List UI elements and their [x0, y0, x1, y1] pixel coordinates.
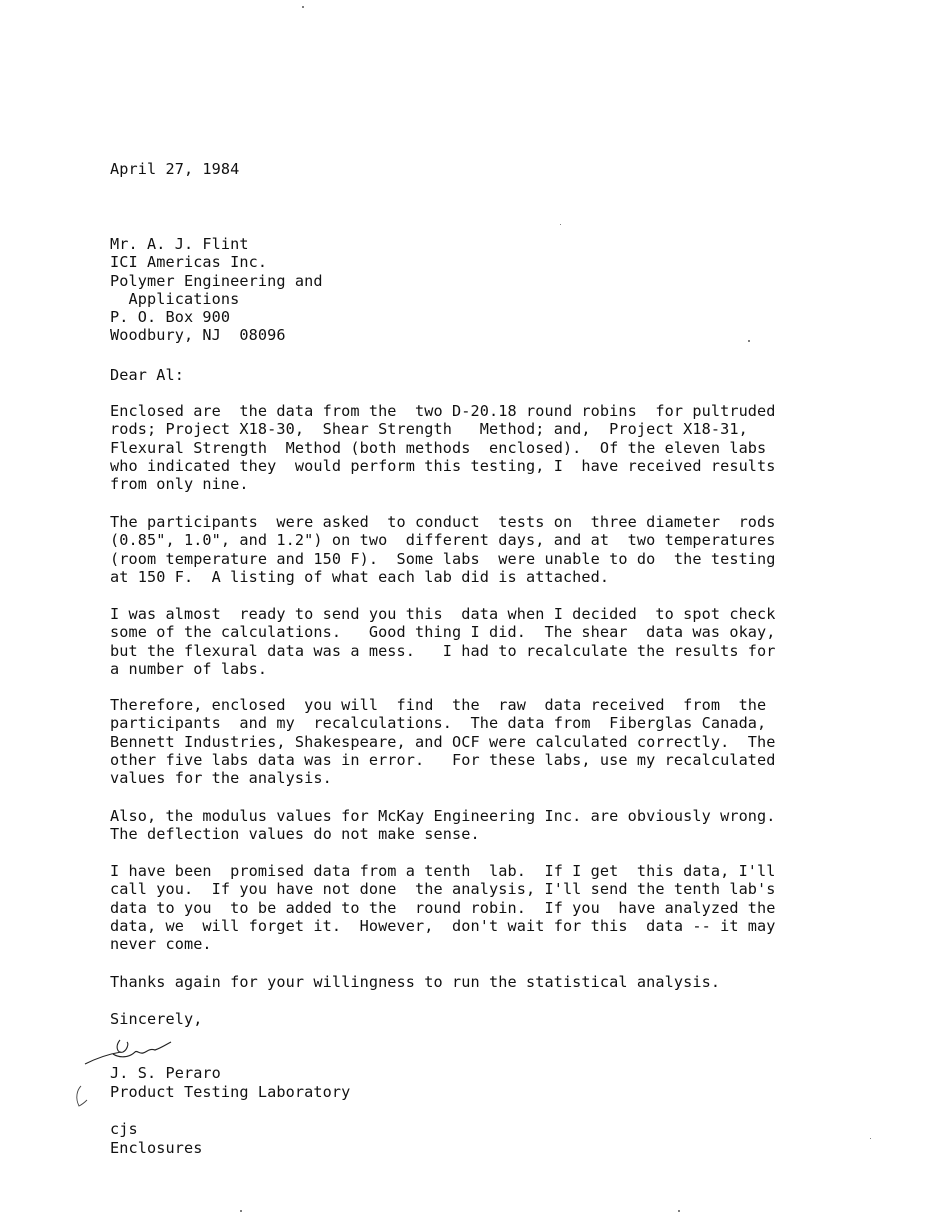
scan-speck	[870, 1138, 871, 1139]
recipient-name: Mr. A. J. Flint	[110, 235, 249, 253]
scan-speck	[678, 1210, 680, 1212]
paragraph-modulus: Also, the modulus values for McKay Engineering Inc. are obviously wrong. The deflection values do not make sense.	[110, 807, 776, 844]
scan-speck	[748, 340, 750, 342]
scan-speck	[560, 224, 561, 225]
letter-date: April 27, 1984	[110, 160, 240, 178]
scan-speck	[240, 1210, 242, 1212]
recipient-department-line2: Applications	[110, 289, 240, 308]
recipient-company: ICI Americas Inc.	[110, 253, 268, 272]
recipient-po-box: P. O. Box 900	[110, 308, 231, 327]
recipient-city: Woodbury, NJ 08096	[110, 326, 286, 345]
paragraph-raw-data: Therefore, enclosed you will find the raw data received from the participants and my recalculations. The data from Fiberglas Canada, Bennett Industries, Shakespeare, and OCF were calculated correctly. The other five labs data was in error. For these labs, use my recalculated values for the analysis.	[110, 696, 776, 788]
recipient-address	[110, 235, 323, 345]
paragraph-spot-check: I was almost ready to send you this data when I decided to spot check some of the calculations. Good thing I did. The shear data was okay, but the flexural data was a mess. I had to recalculate the results for a number of labs.	[110, 605, 776, 678]
signer-name: J. S. Peraro	[110, 1064, 221, 1082]
paragraph-enclosed: Enclosed are the data from the two D-20.18 round robins for pultruded rods; Project X18-30, Shear Strength Method; and, Project X18-31, Flexural Strength Method (both methods enclosed). Of the eleven labs who indicated they would perform this testing, I have received results from only nine.	[110, 402, 776, 494]
paragraph-thanks: Thanks again for your willingness to run the statistical analysis.	[110, 973, 721, 991]
closing: Sincerely,	[110, 1010, 203, 1028]
signer-title: Product Testing Laboratory	[110, 1083, 351, 1101]
paragraph-tenth-lab: I have been promised data from a tenth lab. If I get this data, I'll call you. If you have not done the analysis, I'll send the tenth lab's data to you to be added to the round robin. If you have analyzed the data, we will forget it. However, don't wait for this data -- it may never come.	[110, 862, 776, 954]
recipient-department-line1: Polymer Engineering and	[110, 271, 323, 290]
scan-speck	[302, 6, 304, 8]
enclosures-note: Enclosures	[110, 1139, 203, 1157]
paragraph-participants: The participants were asked to conduct tests on three diameter rods (0.85", 1.0", and 1.2") on two different days, and at two temperatures (room temperature and 150 F). Some labs were unable to do the testing at 150 F. A listing of what each lab did is attached.	[110, 513, 776, 586]
typist-initials: cjs	[110, 1120, 138, 1138]
salutation: Dear Al:	[110, 366, 184, 384]
